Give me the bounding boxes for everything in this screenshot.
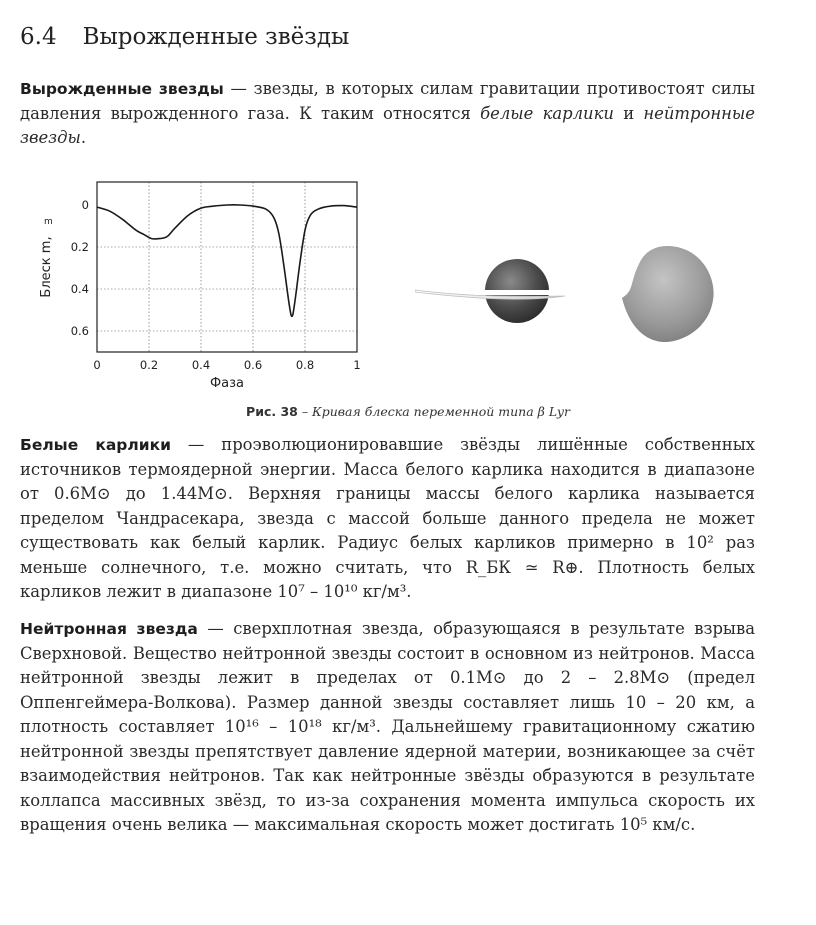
y-axis-unit: m [44, 217, 53, 227]
x-tick-label: 0 [93, 358, 101, 372]
figure-caption [0, 404, 816, 419]
intro-paragraph [20, 77, 755, 151]
white-dwarfs-term: Белые карлики [20, 436, 171, 454]
y-tick-label: 0.4 [70, 282, 89, 296]
light-curve-chart [36, 178, 366, 393]
x-tick-label: 0.2 [139, 358, 159, 372]
donor-star [622, 246, 714, 342]
y-tick-label: 0.6 [70, 324, 89, 338]
x-axis-label: Фаза [209, 376, 245, 391]
light-curve-line [97, 205, 357, 316]
disk-gap [475, 290, 565, 295]
x-tick-label: 0.8 [295, 358, 315, 372]
intro-text-2: и [613, 103, 644, 123]
intro-em-white-dwarfs: белые карлики [480, 103, 614, 123]
binary-star-illustration [415, 238, 715, 348]
chart-frame [97, 182, 357, 352]
neutron-star-term: Нейтронная звезда [20, 620, 198, 638]
intro-em-neutron-stars: нейтронные звезды [20, 103, 755, 147]
caption-text: – Кривая блеска переменной типа β Lyr [297, 404, 570, 419]
x-ticks [93, 358, 360, 372]
section-title: Вырожденные звёзды [82, 24, 350, 50]
chart-grid [97, 182, 357, 352]
intro-term: Вырожденные звезды [20, 80, 224, 98]
y-axis-label: Блеск m, [39, 236, 54, 298]
caption-label: Рис. 38 [246, 404, 298, 419]
x-tick-label: 0.6 [243, 358, 263, 372]
section-heading [20, 24, 349, 50]
y-tick-label: 0 [81, 198, 89, 212]
y-ticks [71, 198, 89, 338]
x-tick-label: 0.4 [191, 358, 211, 372]
intro-text-3: . [80, 128, 87, 147]
y-tick-label: 0.2 [70, 240, 89, 254]
x-tick-label: 1 [353, 358, 361, 372]
section-number: 6.4 [20, 24, 57, 50]
neutron-star-paragraph [20, 617, 755, 838]
white-dwarfs-text: — проэволюционировавшие звёзды лишённые собственных источников термоядерной энергии. Масса белого карлика находится в диапазоне от 0.6M⊙ до 1.44M⊙. Верхняя границы массы белого карлика называется пределом Чандрасекара, звезда с массой больше данного предела не может существовать как белый карлик. Радиус белых карликов примерно в 10² раз меньше солнечного, т.е. можно считать, что R_БК ≃ R⊕. Плотность белых карликов лежит в диапазоне 10⁷ – 10¹⁰ кг/м³. [20, 435, 755, 601]
intro-text-1: — звезды, в которых силам гравитации противостоят силы давления вырожденного газа. К таким относятся [20, 79, 755, 123]
compact-star-with-disk [415, 259, 565, 323]
neutron-star-text: — сверхплотная звезда, образующаяся в результате взрыва Сверхновой. Вещество нейтронной звезды состоит в основном из нейтронов. Масса нейтронной звезды лежит в пределах от 0.1M⊙ до 2 – 2.8M⊙ (предел Оппенгеймера-Волкова). Размер данной звезды составляет лишь 10 – 20 км, а плотность составляет 10¹⁶ – 10¹⁸ кг/м³. Дальнейшему гравитационному сжатию нейтронной звезды препятствует давление ядерной материи, возникающее за счёт взаимодействия нейтронов. Так как нейтронные звёзды образуются в результате коллапса массивных звёзд, то из-за сохранения момента импульса скорость их вращения очень велика — максимальная скорость может достигать 10⁵ км/с. [20, 619, 755, 834]
white-dwarfs-paragraph [20, 433, 755, 605]
